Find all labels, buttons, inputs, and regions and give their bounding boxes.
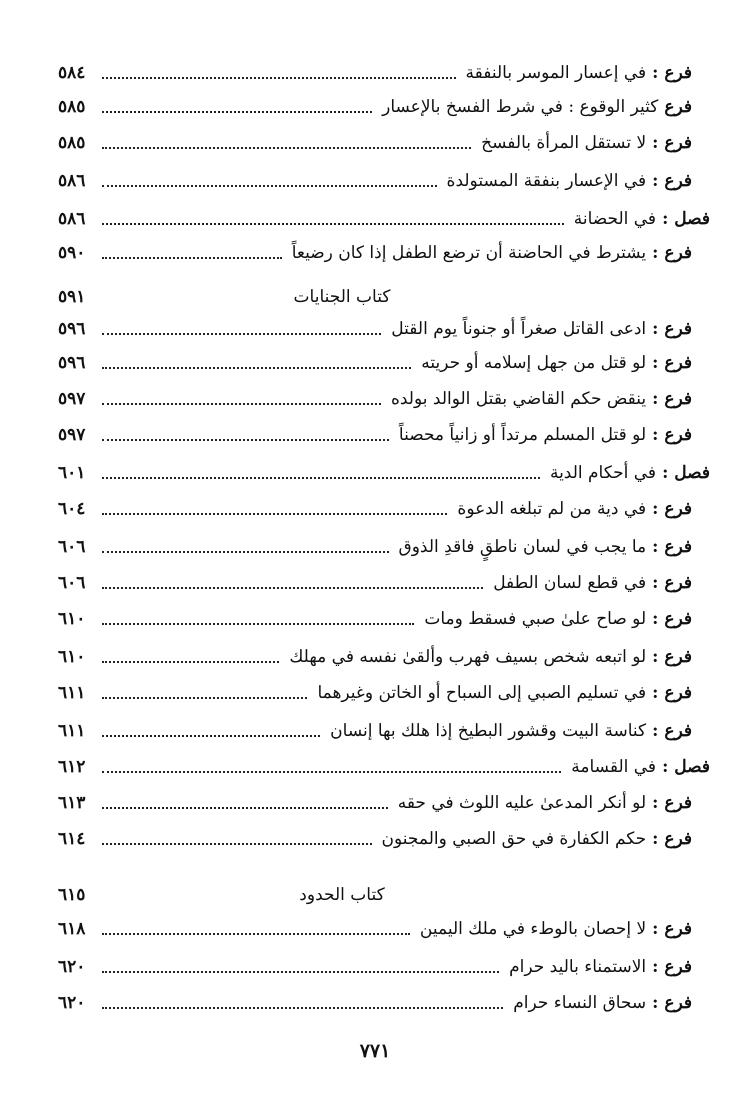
entry-page-number: ٥٩٦: [58, 353, 86, 373]
entry-page-number: ٦٠٤: [58, 499, 86, 519]
entry-page-number: ٥٩٠: [58, 243, 86, 263]
entry-label: فرع :: [652, 353, 692, 373]
dot-leader: [102, 971, 499, 973]
book-page-number: ٥٩١: [58, 287, 86, 307]
entry-page-number: ٦٠٦: [58, 573, 86, 593]
toc-entry-row: [58, 530, 692, 564]
entry-label: فرع :: [652, 647, 692, 667]
dot-leader: [102, 223, 564, 225]
dot-leader: [102, 697, 307, 699]
entry-page-number: ٥٨٦: [58, 209, 86, 229]
entry-label: فصل :: [662, 757, 710, 777]
entry-title: في الإعسار بنفقة المستولدة: [446, 171, 647, 191]
toc-entry-row: [58, 950, 692, 984]
dot-leader: [102, 623, 414, 625]
entry-label: فرع :: [652, 171, 692, 191]
book-title: كتاب الجنايات: [293, 287, 391, 307]
toc-entry-row: [58, 602, 692, 636]
toc-entry-row: [58, 492, 692, 526]
entry-label: فرع :: [652, 919, 692, 939]
entry-label: فصل :: [662, 209, 710, 229]
book-page-number: ٦١٥: [58, 885, 86, 905]
dot-leader: [102, 661, 279, 663]
entry-label: فرع :: [652, 829, 692, 849]
entry-label: فرع :: [652, 793, 692, 813]
dot-leader: [102, 587, 483, 589]
entry-title: لو أنكر المدعىٰ عليه اللوث في حقه: [397, 793, 647, 813]
entry-title: لا تستقل المرأة بالفسخ: [481, 133, 647, 153]
entry-page-number: ٦١١: [58, 721, 86, 741]
entry-page-number: ٦١٢: [58, 757, 86, 777]
entry-page-number: ٦٢٠: [58, 957, 86, 977]
dot-leader: [102, 843, 372, 845]
entry-title: ادعى القاتل صغراً أو جنوناً يوم القتل: [391, 319, 647, 339]
entry-page-number: ٥٩٦: [58, 319, 86, 339]
toc-section-row: [58, 456, 710, 490]
book-heading: [58, 878, 692, 912]
entry-label: فرع :: [652, 63, 692, 83]
entry-label: فرع :: [652, 957, 692, 977]
entry-label: فرع :: [652, 609, 692, 629]
toc-entry-row: [58, 912, 692, 946]
dot-leader: [102, 771, 561, 773]
entry-page-number: ٥٨٦: [58, 171, 86, 191]
entry-page-number: ٦٠١: [58, 463, 86, 483]
entry-title: الاستمناء باليد حرام: [509, 957, 647, 977]
entry-title: لو قتل المسلم مرتداً أو زانياً محصناً: [398, 425, 647, 445]
toc-entry-row: [58, 312, 692, 346]
toc-entry-row: [58, 566, 692, 600]
entry-page-number: ٦٠٦: [58, 537, 86, 557]
entry-title: لو قتل من جهل إسلامه أو حريته: [421, 353, 647, 373]
dot-leader: [102, 551, 389, 553]
entry-label: فرع :: [652, 319, 692, 339]
entry-page-number: ٥٨٥: [58, 133, 86, 153]
entry-title: في قطع لسان الطفل: [493, 573, 647, 593]
entry-page-number: ٦١٤: [58, 829, 86, 849]
entry-title: لو صاح علىٰ صبي فسقط ومات: [424, 609, 647, 629]
dot-leader: [102, 403, 381, 405]
entry-label: فرع: [664, 97, 692, 117]
dot-leader: [102, 807, 388, 809]
entry-page-number: ٥٨٥: [58, 97, 86, 117]
dot-leader: [102, 477, 540, 479]
dot-leader: [102, 111, 372, 113]
entry-label: فرع :: [652, 389, 692, 409]
dot-leader: [102, 333, 381, 335]
toc-entry-row: [58, 126, 692, 160]
entry-page-number: ٥٩٧: [58, 425, 86, 445]
entry-page-number: ٦١٠: [58, 647, 86, 667]
entry-page-number: ٥٩٧: [58, 389, 86, 409]
toc-section-row: [58, 750, 710, 784]
page-number: ٧٧١: [359, 1040, 391, 1062]
entry-label: فصل :: [662, 463, 710, 483]
entry-title: في تسليم الصبي إلى السباح أو الخاتن وغيرهما: [317, 683, 647, 703]
entry-title: في إعسار الموسر بالنفقة: [465, 63, 647, 83]
entry-label: فرع :: [652, 573, 692, 593]
entry-title: في دية من لم تبلغه الدعوة: [457, 499, 647, 519]
toc-entry-row: [58, 418, 692, 452]
entry-page-number: ٦١٣: [58, 793, 86, 813]
entry-title: لا إحصان بالوطء في ملك اليمين: [419, 919, 647, 939]
entry-label: فرع :: [652, 133, 692, 153]
toc-entry-row: [58, 346, 692, 380]
entry-title: سحاق النساء حرام: [513, 993, 647, 1013]
toc-entry-row: [58, 164, 692, 198]
toc-entry-row: [58, 986, 692, 1020]
toc-entry-row: [58, 236, 692, 270]
entry-label: فرع :: [652, 425, 692, 445]
book-heading: [58, 280, 692, 314]
entry-page-number: ٦١٠: [58, 609, 86, 629]
dot-leader: [102, 735, 320, 737]
entry-title: كناسة البيت وقشور البطيخ إذا هلك بها إنسان: [330, 721, 647, 741]
entry-page-number: ٦١٨: [58, 919, 86, 939]
toc-entry-row: [58, 382, 692, 416]
entry-title: ما يجب في لسان ناطقٍ فاقدِ الذوق: [398, 537, 647, 557]
dot-leader: [102, 933, 410, 935]
toc-entry-row: [58, 56, 692, 90]
entry-label: فرع :: [652, 499, 692, 519]
toc-entry-row: [58, 786, 692, 820]
entry-page-number: ٦١١: [58, 683, 86, 703]
entry-title: في الحضانة: [573, 209, 657, 229]
dot-leader: [102, 439, 389, 441]
entry-label: فرع :: [652, 243, 692, 263]
entry-title: يشترط في الحاضنة أن ترضع الطفل إذا كان رضيعاً: [291, 243, 647, 263]
entry-title: حكم الكفارة في حق الصبي والمجنون: [381, 829, 647, 849]
toc-entry-row: [58, 714, 692, 748]
toc-entry-row: [58, 822, 692, 856]
dot-leader: [102, 257, 282, 259]
dot-leader: [102, 185, 437, 187]
entry-label: فرع :: [652, 537, 692, 557]
entry-page-number: ٥٨٤: [58, 63, 86, 83]
entry-title: في أحكام الدية: [549, 463, 657, 483]
entry-page-number: ٦٢٠: [58, 993, 86, 1013]
dot-leader: [102, 367, 411, 369]
entry-title: في القسامة: [571, 757, 657, 777]
entry-label: فرع :: [652, 721, 692, 741]
entry-label: فرع :: [652, 993, 692, 1013]
book-title: كتاب الحدود: [299, 885, 385, 905]
entry-title: لو اتبعه شخص بسيف فهرب وألقىٰ نفسه في مهلك: [289, 647, 647, 667]
dot-leader: [102, 147, 471, 149]
toc-entry-row: [58, 90, 692, 124]
dot-leader: [102, 1007, 503, 1009]
dot-leader: [102, 513, 447, 515]
entry-title: كثير الوقوع : في شرط الفسخ بالإعسار: [382, 97, 659, 117]
toc-entry-row: [58, 640, 692, 674]
toc-entry-row: [58, 676, 692, 710]
entry-title: ينقض حكم القاضي بقتل الوالد بولده: [390, 389, 647, 409]
entry-label: فرع :: [652, 683, 692, 703]
toc-section-row: [58, 202, 710, 236]
dot-leader: [102, 77, 456, 79]
